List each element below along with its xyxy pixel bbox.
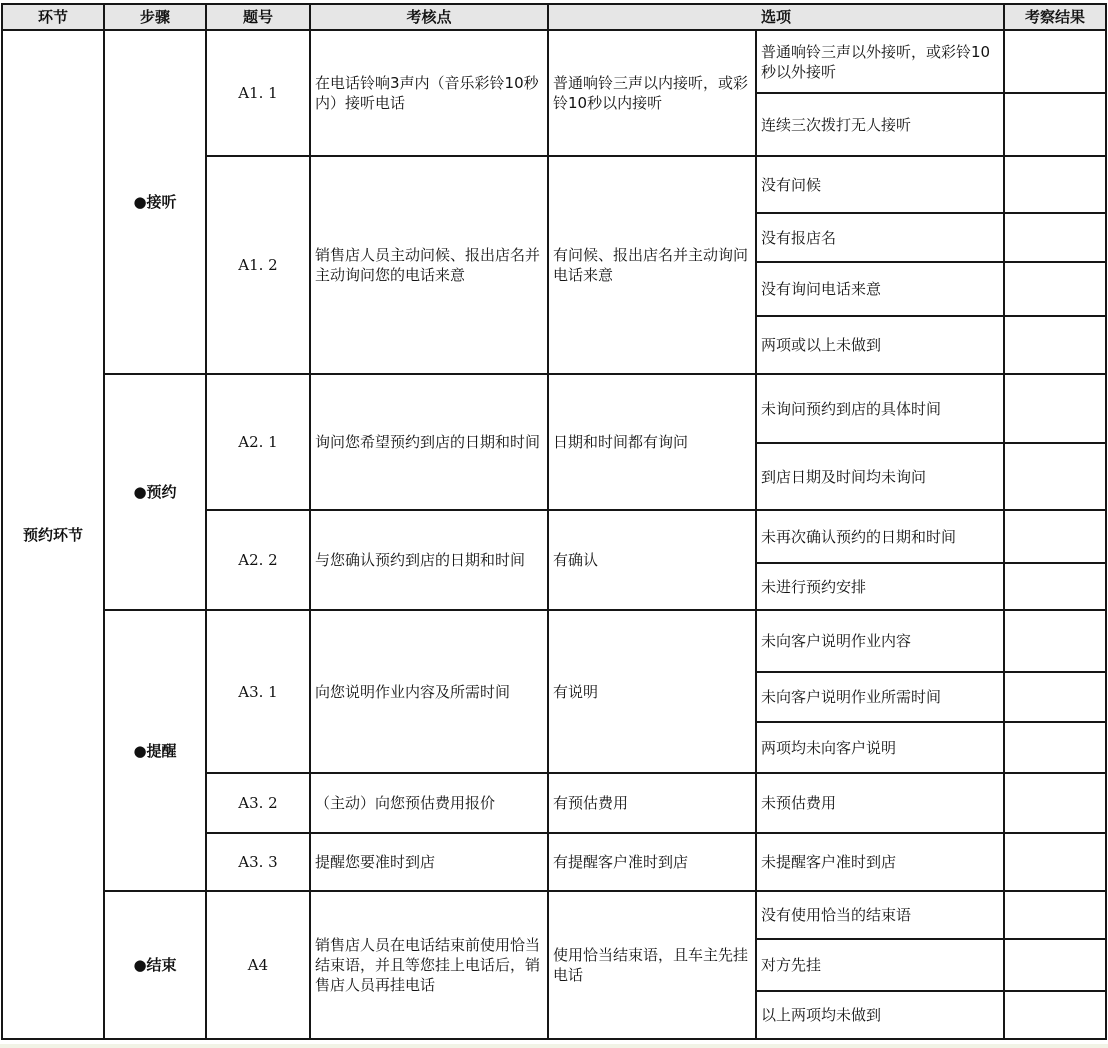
header-result: 考察结果 [1004,4,1106,30]
question-number: A4 [206,891,310,1039]
standard-cell: 使用恰当结束语，且车主先挂电话 [548,891,756,1039]
result-cell[interactable] [1004,672,1106,722]
option-cell: 未询问预约到店的具体时间 [756,374,1004,443]
step-cell: ●结束 [104,891,206,1039]
header-checkpoint: 考核点 [310,4,548,30]
checkpoint-cell: 提醒您要准时到店 [310,833,548,891]
header-row [2,4,1106,30]
header-step: 步骤 [104,4,206,30]
option-cell: 未提醒客户准时到店 [756,833,1004,891]
checkpoint-cell: 在电话铃响3声内（音乐彩铃10秒内）接听电话 [310,30,548,156]
question-number: A3. 2 [206,773,310,833]
evaluation-table [1,3,1107,1040]
option-cell: 对方先挂 [756,939,1004,991]
table-row [2,891,1106,939]
checkpoint-cell: 销售店人员在电话结束前使用恰当结束语，并且等您挂上电话后，销售店人员再挂电话 [310,891,548,1039]
step-cell: ●接听 [104,30,206,374]
standard-cell: 日期和时间都有询问 [548,374,756,510]
option-cell: 普通响铃三声以外接听，或彩铃10秒以外接听 [756,30,1004,93]
result-cell[interactable] [1004,773,1106,833]
table-row [2,374,1106,443]
standard-cell: 普通响铃三声以内接听，或彩铃10秒以内接听 [548,30,756,156]
result-cell[interactable] [1004,443,1106,510]
option-cell: 两项均未向客户说明 [756,722,1004,773]
bottom-strip [0,1044,1108,1048]
option-cell: 连续三次拨打无人接听 [756,93,1004,156]
option-cell: 到店日期及时间均未询问 [756,443,1004,510]
option-cell: 没有使用恰当的结束语 [756,891,1004,939]
question-number: A3. 1 [206,610,310,773]
option-cell: 未进行预约安排 [756,563,1004,610]
result-cell[interactable] [1004,510,1106,563]
checkpoint-cell: （主动）向您预估费用报价 [310,773,548,833]
result-cell[interactable] [1004,991,1106,1039]
result-cell[interactable] [1004,563,1106,610]
checkpoint-cell: 向您说明作业内容及所需时间 [310,610,548,773]
question-number: A1. 1 [206,30,310,156]
standard-cell: 有说明 [548,610,756,773]
header-options: 选项 [548,4,1004,30]
option-cell: 以上两项均未做到 [756,991,1004,1039]
table-row [2,30,1106,93]
question-number: A3. 3 [206,833,310,891]
result-cell[interactable] [1004,262,1106,316]
result-cell[interactable] [1004,722,1106,773]
standard-cell: 有问候、报出店名并主动询问电话来意 [548,156,756,374]
standard-cell: 有确认 [548,510,756,610]
option-cell: 未向客户说明作业所需时间 [756,672,1004,722]
result-cell[interactable] [1004,939,1106,991]
standard-cell: 有提醒客户准时到店 [548,833,756,891]
result-cell[interactable] [1004,374,1106,443]
result-cell[interactable] [1004,316,1106,374]
option-cell: 未再次确认预约的日期和时间 [756,510,1004,563]
checkpoint-cell: 销售店人员主动问候、报出店名并主动询问您的电话来意 [310,156,548,374]
result-cell[interactable] [1004,213,1106,262]
result-cell[interactable] [1004,30,1106,93]
result-cell[interactable] [1004,93,1106,156]
option-cell: 没有询问电话来意 [756,262,1004,316]
option-cell: 未预估费用 [756,773,1004,833]
step-cell: ●提醒 [104,610,206,891]
header-number: 题号 [206,4,310,30]
header-stage: 环节 [2,4,104,30]
stage-cell: 预约环节 [2,30,104,1039]
option-cell: 两项或以上未做到 [756,316,1004,374]
question-number: A1. 2 [206,156,310,374]
question-number: A2. 2 [206,510,310,610]
step-cell: ●预约 [104,374,206,610]
checkpoint-cell: 与您确认预约到店的日期和时间 [310,510,548,610]
result-cell[interactable] [1004,891,1106,939]
table-row [2,610,1106,672]
result-cell[interactable] [1004,610,1106,672]
result-cell[interactable] [1004,833,1106,891]
option-cell: 未向客户说明作业内容 [756,610,1004,672]
result-cell[interactable] [1004,156,1106,213]
option-cell: 没有问候 [756,156,1004,213]
standard-cell: 有预估费用 [548,773,756,833]
option-cell: 没有报店名 [756,213,1004,262]
checkpoint-cell: 询问您希望预约到店的日期和时间 [310,374,548,510]
question-number: A2. 1 [206,374,310,510]
